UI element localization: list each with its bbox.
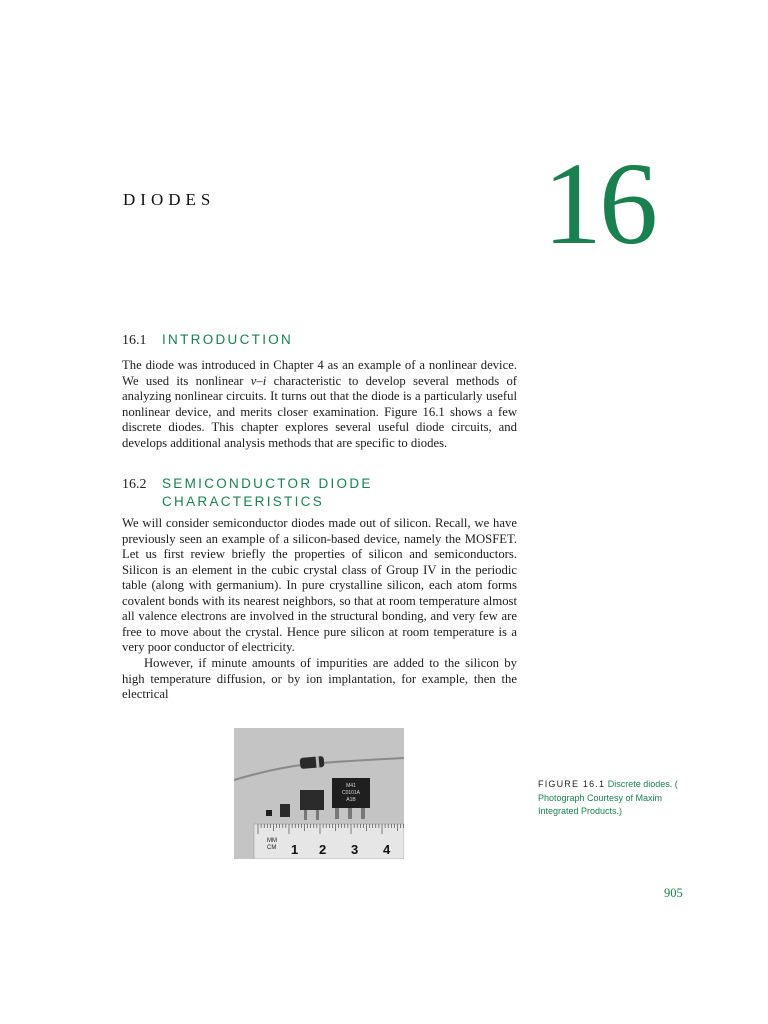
- smd-diode-medium: [280, 804, 290, 817]
- part-marking-1: M41: [346, 783, 356, 789]
- ruler-unit-cm: CM: [267, 845, 277, 851]
- intro-paragraph: [122, 358, 517, 451]
- section-number: 16.2: [122, 477, 147, 492]
- figure-caption-text: Discrete diodes. ( Photograph Courtesy of Maxim Integrated Products.): [538, 779, 678, 816]
- section-heading-semiconductor: [122, 475, 373, 510]
- dpak-diode: [300, 790, 324, 810]
- intro-text-before: The diode was introduced in Chapter 4 as an example of a nonlinear device. We used its nonlinear: [122, 358, 517, 388]
- section-number: 16.1: [122, 333, 147, 348]
- section-heading-introduction: [122, 332, 293, 349]
- section-title-line1: SEMICONDUCTOR DIODE: [162, 476, 373, 491]
- section-title-line2: CHARACTERISTICS: [162, 494, 325, 509]
- intro-text-after: characteristic to develop several methods of analyzing nonlinear circuits. It turns out that the diode is a particularly useful nonlinear device, and merits closer examination. Figure 16.1 shows a few discrete diodes. This chapter explores several useful diode circuits, and develops additional analysis methods that are specific to diodes.: [122, 373, 518, 450]
- ruler-number-4: 4: [383, 842, 391, 857]
- figure-caption: [538, 778, 688, 819]
- axial-diode: [300, 756, 325, 769]
- body-paragraph-2: However, if minute amounts of impurities are added to the silicon by high temperature diffusion, or by ion implantation, for example, then the electrical: [122, 656, 517, 701]
- ruler-number-1: 1: [291, 842, 299, 857]
- ruler-unit-mm: MM: [267, 838, 277, 844]
- part-marking-3: A1B: [346, 797, 356, 803]
- chapter-number: 16: [543, 138, 655, 269]
- part-marking-2: C0101A: [341, 790, 361, 796]
- smd-diode-small: [266, 810, 272, 816]
- figure-label: FIGURE 16.1: [538, 779, 606, 789]
- diodes-photo-illustration: [234, 728, 404, 859]
- section-title: INTRODUCTION: [162, 332, 294, 347]
- page-number: 905: [664, 886, 683, 900]
- ruler-number-3: 3: [351, 842, 359, 857]
- figure-photo: [234, 728, 404, 859]
- body-paragraph-1: We will consider semiconductor diodes made out of silicon. Recall, we have previously seen an example of a silicon-based device, namely the MOSFET. Let us first review briefly the properties of silicon and semiconductors. Silicon is an element in the cubic crystal class of Group IV in the periodic table (along with germanium). In pure crystalline silicon, each atom forms covalent bonds with its nearest neighbors, so that at room temperature almost all valence electrons are involved in the structural bonding, and very few are free to move about the crystal. Hence pure silicon at room temperature is a very poor conductor of electricity.: [122, 516, 517, 654]
- intro-text-italic: v–i: [250, 373, 267, 388]
- chapter-title: DIODES: [123, 190, 216, 209]
- ruler-number-2: 2: [319, 842, 327, 857]
